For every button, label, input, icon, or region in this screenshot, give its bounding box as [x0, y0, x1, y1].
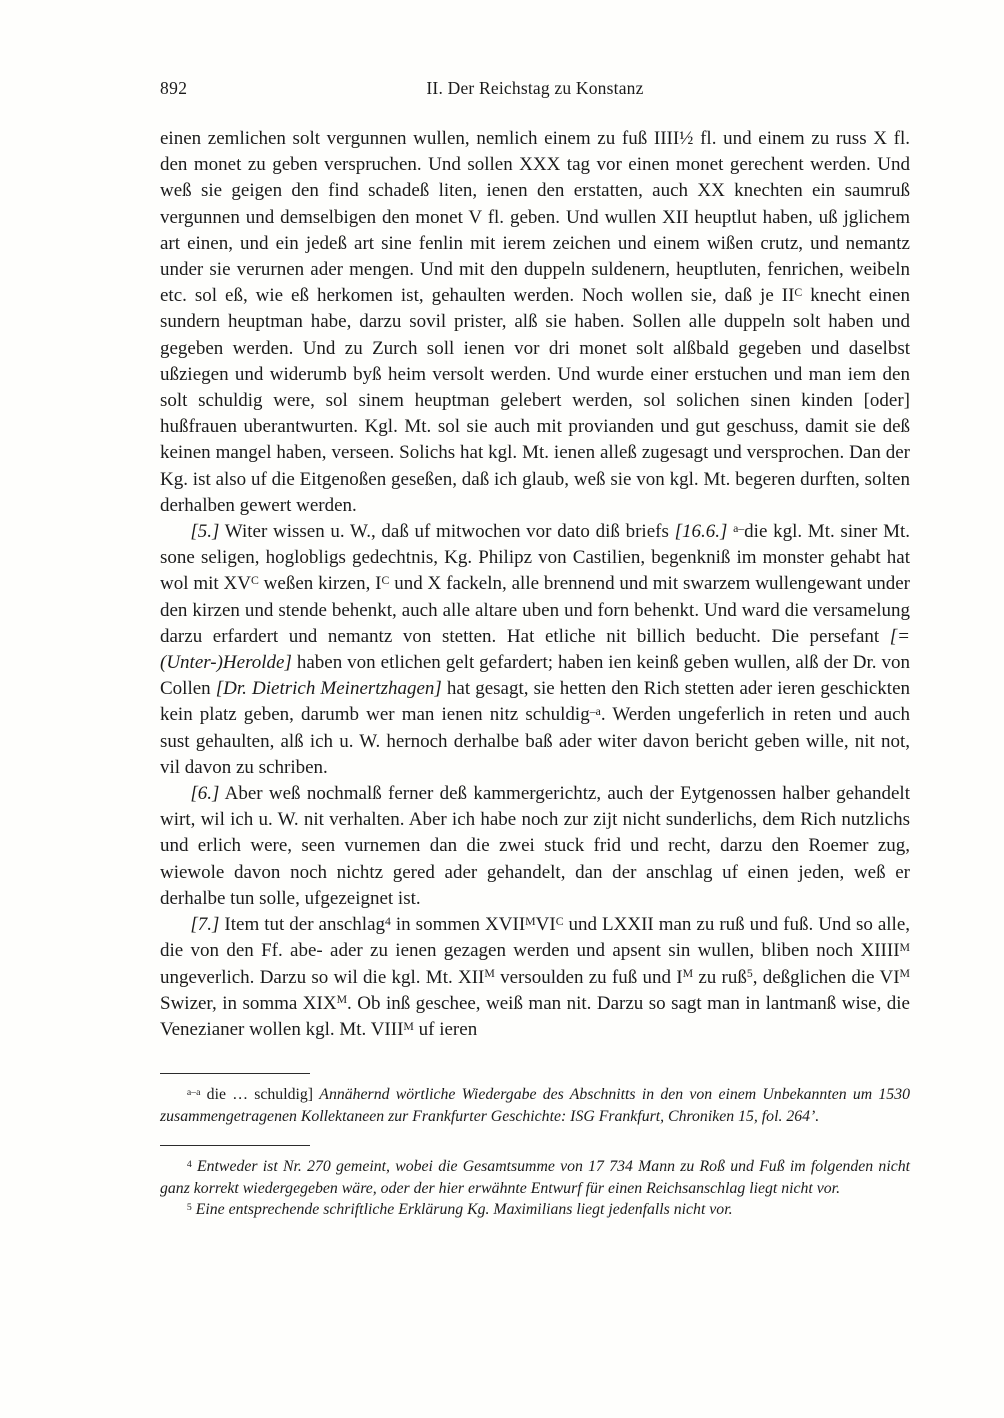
body-text: [160, 126, 910, 1043]
text-run: Aber weß nochmalß ferner deß kammergerichtz, auch der Eytgenossen halber gehandelt wirt, wil ich u. W. nit verhalten. Aber ich habe noch zur zijt nicht sunderlichs, dem Rich nutzlichs und erlich were, seen vurnemen dan die zwei stuck frid und recht, darzu den Roemer zug, wiewole davon noch nichtz gered ader gehandelt, dan der anschlag uf einen jeden, weß er derhalbe tun solle, ufgezeignet ist.: [160, 783, 910, 909]
text-run: ungeverlich. Darzu so wil die kgl. Mt. XII: [160, 966, 485, 988]
text-run: [Dr. Dietrich Meinertzhagen]: [215, 678, 442, 700]
footnote: [160, 1156, 910, 1199]
superscript-run: M: [484, 967, 495, 981]
superscript-run: –a: [589, 705, 601, 719]
running-header: [160, 78, 910, 104]
footnote: [160, 1199, 910, 1221]
superscript-run: M: [525, 914, 536, 928]
footnote: [160, 1084, 910, 1127]
superscript-run: a–: [733, 521, 745, 535]
text-run: einen zemlichen solt vergunnen wullen, nemlich einem zu fuß IIII½ fl. und einem zu russ X fl. den monet zu geben verspruchen. Und sollen XXX tag vor einen monet gerechent werden. Und weß sie geigen den find schadeß liten, ienen den erstatten, auch XX knechten ein saumruß vergunnen und demselbigen den monet V fl. geben. Und wullen XII heuptlut haben, uß jglichem art einen, und ein jedeß art sine fenlin mit ierem zeichen und einem wißen crutz, und nemantz under sie verurnen ader mengen. Und mit den duppeln suldenern, heuptluten, fenrichen, weibeln etc. sol eß, wie eß herkomen ist, gehaulten werden. Noch wollen sie, daß je II: [160, 128, 910, 307]
superscript-run: C: [250, 574, 259, 588]
superscript-run: M: [899, 967, 910, 981]
text-run: . Ob inß geschee, weiß man nit. Darzu so sagt man in lantmanß wise, die Venezianer wollen kgl. Mt. VIII: [160, 992, 910, 1040]
superscript-run: 5: [186, 1202, 192, 1214]
text-run: [16.6.]: [674, 521, 728, 543]
text-run: [7.]: [190, 914, 220, 936]
superscript-run: C: [555, 914, 564, 928]
superscript-run: 4: [186, 1158, 192, 1170]
paragraph: [160, 781, 910, 912]
text-run: [6.]: [190, 783, 220, 805]
paragraph: [160, 519, 910, 781]
text-run: Entweder ist Nr. 270 gemeint, wobei die Gesamtsumme von 17 734 Mann zu Roß und Fuß im folgenden nicht ganz korrekt wiedergegeben wäre, oder der hier erwähnte Entwurf für einen Reichsanschlag liegt nicht vor.: [160, 1158, 911, 1197]
text-run: VI: [535, 914, 556, 936]
commentary-notes: [160, 1156, 910, 1221]
text-run: uf ieren: [413, 1018, 478, 1040]
superscript-run: M: [336, 993, 348, 1007]
commentary-rule: [160, 1145, 310, 1146]
superscript-run: C: [794, 285, 803, 299]
text-run: und LXXII man zu ruß und fuß. Und so alle, die von den Ff. abe- ader zu ienen gezagen werden und apsent sin wullen, bliben noch XIIII: [160, 914, 911, 962]
superscript-run: 5: [746, 967, 753, 981]
text-run: [5.]: [190, 521, 220, 543]
text-run: zu ruß: [693, 966, 747, 988]
superscript-run: 4: [385, 914, 391, 928]
page-number: 892: [160, 78, 188, 98]
superscript-run: a–a: [186, 1086, 201, 1098]
text-run: haben von etlichen gelt gefardert; haben ien keinß geben wullen, alß der Dr. von Collen: [160, 652, 910, 700]
text-run: Annähernd wörtliche Wiedergabe des Abschnitts in den von einem Unbekannten um 1530 zusammengetragenen Kollektaneen zur Frankfurter Geschichte: ISG Frankfurt, Chroniken 15, fol. 264’.: [160, 1086, 911, 1125]
text-run: knecht einen sundern heuptman habe, darzu sovil prister, alß sie haben. Sollen alle duppeln solt haben und gegeben werden. Und zu Zurch soll ienen vor dri monet solt alßbald gegeben und daselbst ußziegen und widerumb byß heim versolt werden. Und wurde einer erstuchen und man iem den solt schuldig were, sol sinem heuptman gelebert werden, sol solichen sinen kinden [oder] hußfrauen uberantwurten. Kgl. Mt. sol sie auch mit provianden und gut geschuss, damit sie deß keinen mangel haben, verseen. Solichs hat kgl. Mt. ienen alleß zugesagt und versprochen. Dan der Kg. ist also uf die Eitgenoßen geseßen, daß ich glaub, weß sie von kgl. Mt. begeren durften, solten derhalben gewert werden.: [160, 285, 910, 516]
superscript-run: M: [899, 941, 910, 954]
text-run: Item tut der anschlag: [219, 914, 386, 936]
paragraph: [160, 912, 910, 1043]
footnotes: [160, 1073, 910, 1221]
text-run: Witer wissen u. W., daß uf mitwochen vor dato diß briefs: [219, 521, 675, 543]
superscript-run: C: [381, 574, 390, 588]
text-run: in sommen XVII: [390, 914, 526, 936]
text-run: weßen kirzen, I: [258, 573, 382, 595]
text-run: Swizer, in somma XIX: [160, 992, 337, 1014]
paragraph: [160, 126, 910, 519]
text-run: Eine entsprechende schriftliche Erklärung Kg. Maximilians liegt jedenfalls nicht vor.: [195, 1201, 733, 1219]
running-header-title: II. Der Reichstag zu Konstanz: [426, 78, 644, 98]
superscript-run: M: [403, 1019, 414, 1033]
apparatus-rule: [160, 1073, 310, 1074]
apparatus-notes: [160, 1084, 910, 1127]
text-run: und X fackeln, alle brennend und mit swarzem wullengewant under den kirzen und stende behenkt, auch alle altare uben und forn behenkt. Und ward die versamelung darzu erfardert und nemantz von stetten. Hat etliche nit billich beducht. Die persefant: [160, 573, 910, 647]
text-run: hat gesagt, sie hetten den Rich stetten ader ieren geschickten kein platz geben, darumb wer man ienen nitz schuldig: [160, 678, 911, 726]
text-run: . Werden ungeferlich in reten und auch sust gehaulten, alß ich u. W. hernoch derhalbe baß ader witer davon bericht geben wille, nit not, vil davon zu schriben.: [160, 704, 910, 778]
text-run: die kgl. Mt. siner Mt. sone seligen, hoglobligs gedechtnis, Kg. Philipz von Castilien, begenkniß im monster gehabt hat wol mit XV: [160, 521, 910, 595]
text-run: , deßglichen die VI: [752, 966, 900, 988]
text-run: versoulden zu fuß und I: [494, 966, 683, 988]
text-run: die … schuldig]: [200, 1086, 320, 1104]
text-run: [= (Unter-)Herolde]: [160, 625, 910, 674]
superscript-run: M: [682, 967, 694, 981]
